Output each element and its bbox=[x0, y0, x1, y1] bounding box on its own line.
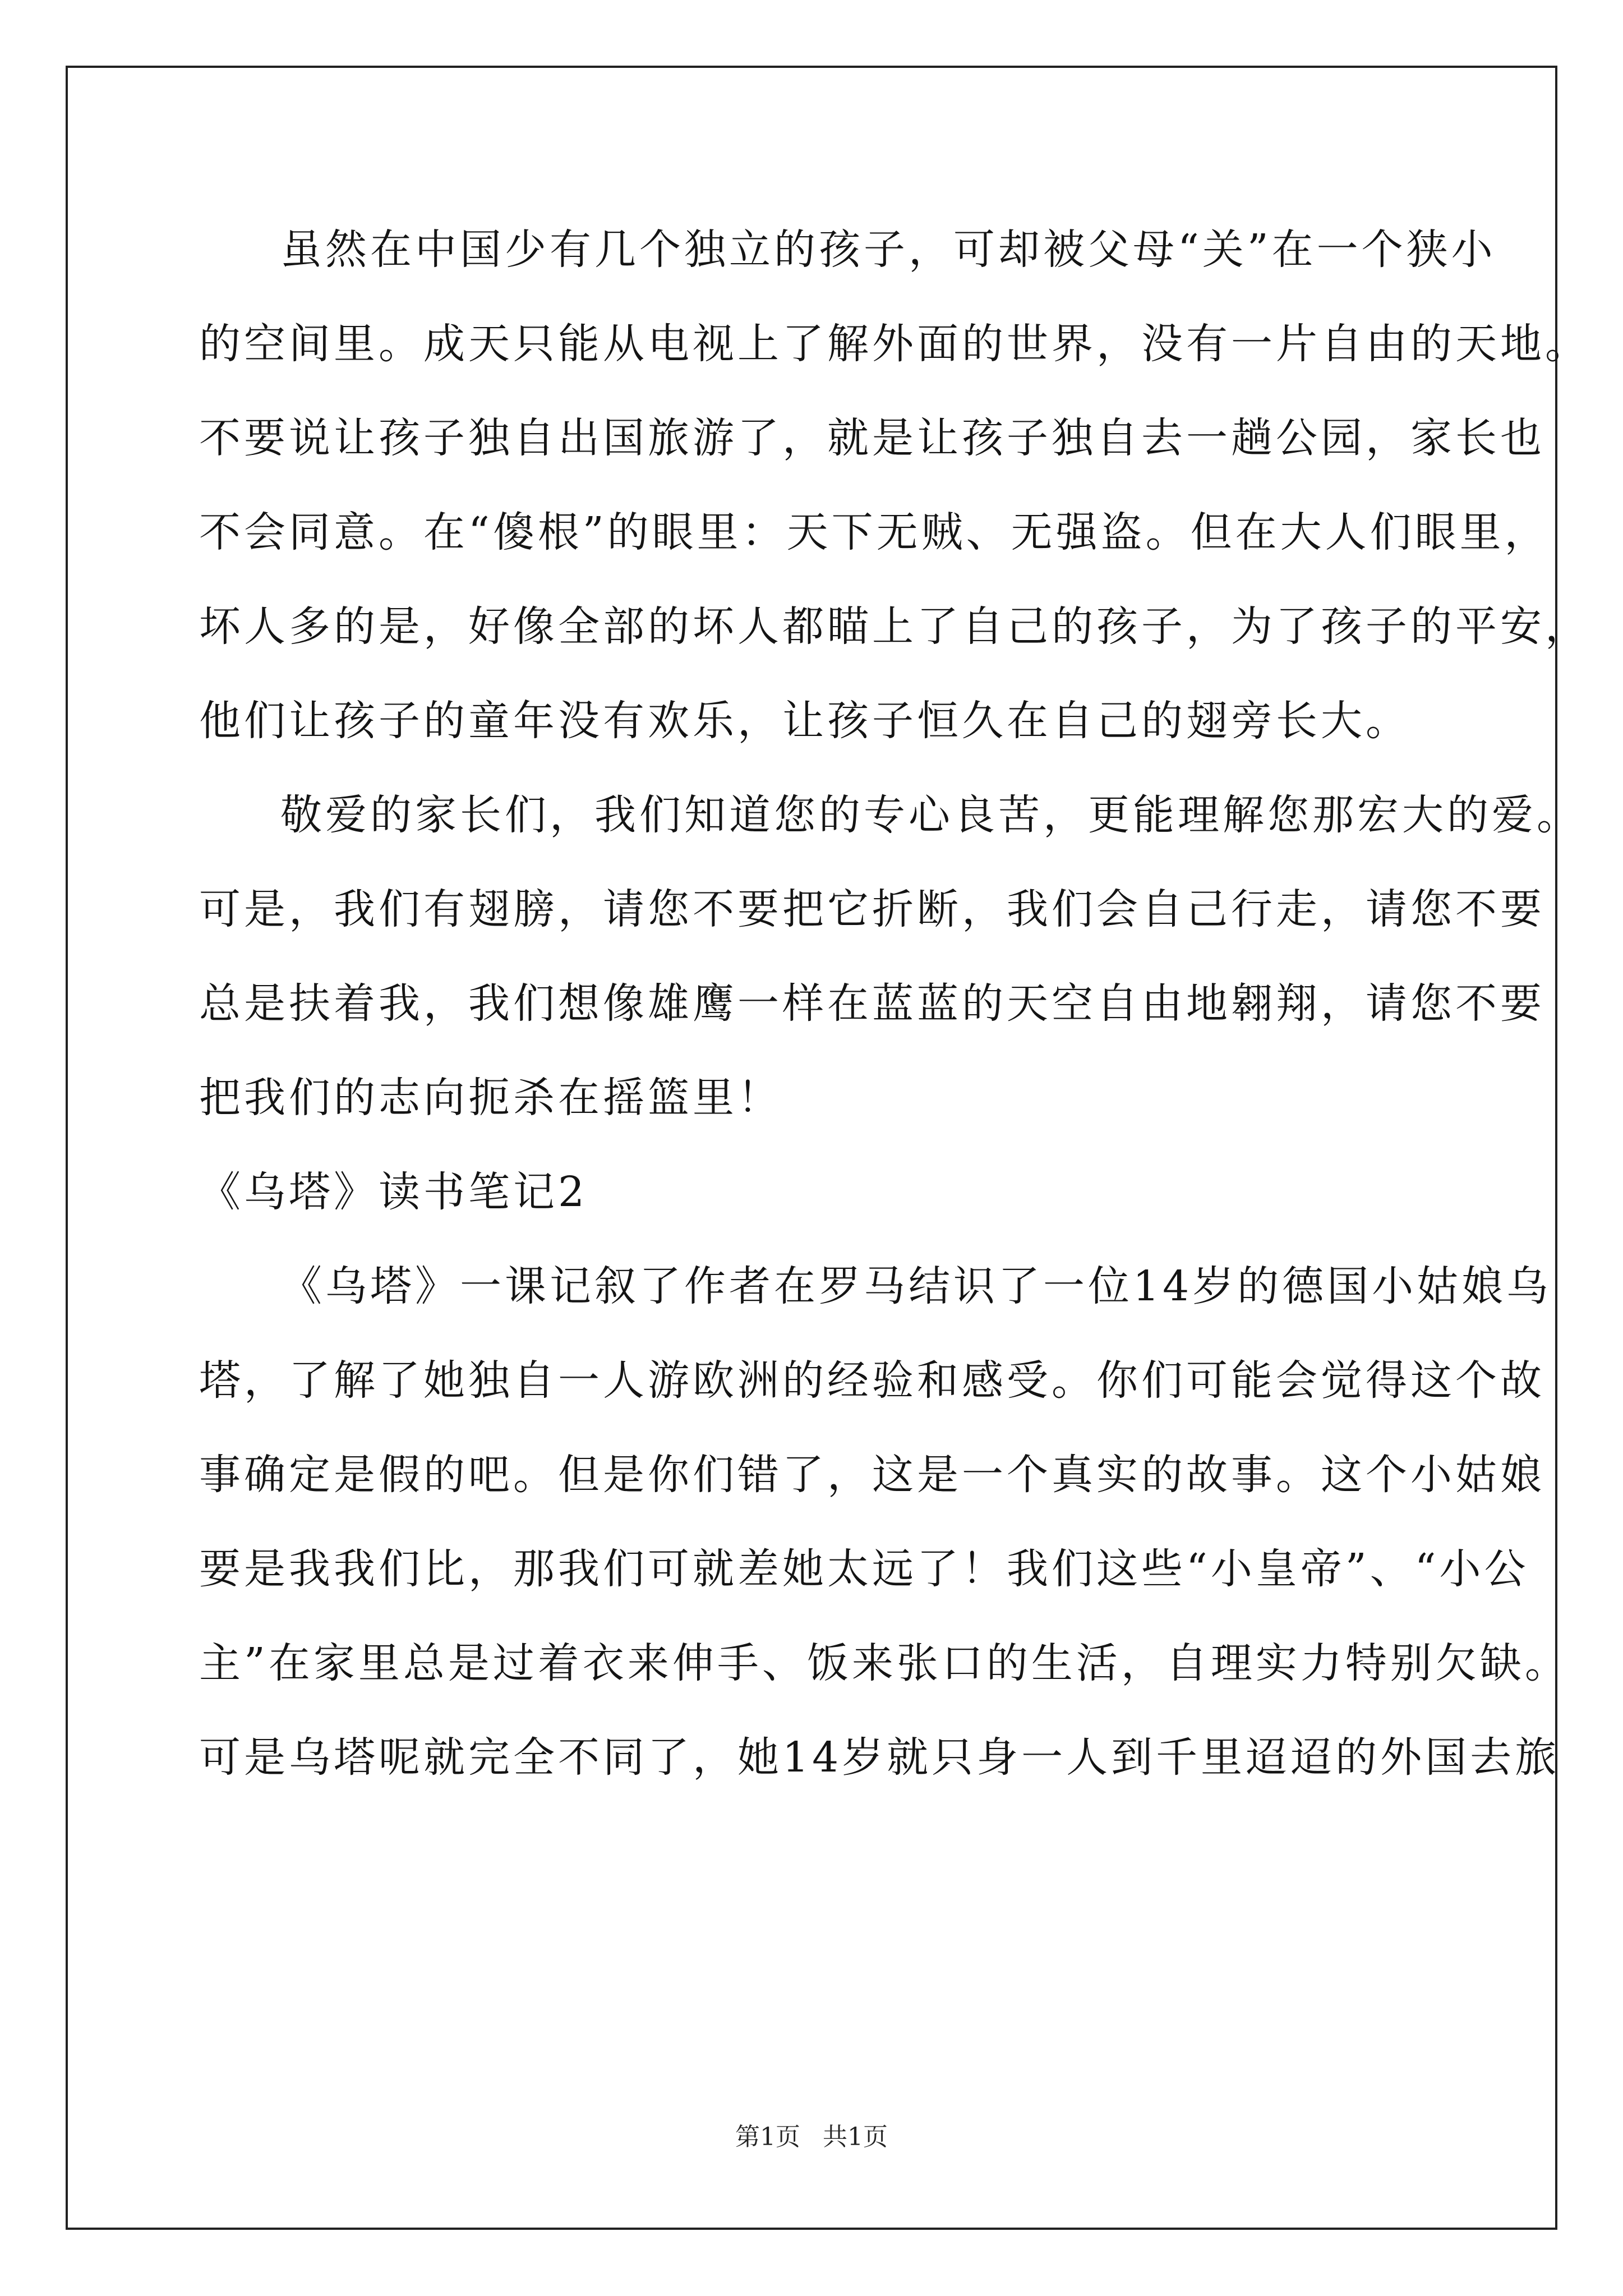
paragraph-line: 可是，我们有翅膀，请您不要把它折断，我们会自己行走，请您不要 bbox=[199, 885, 1545, 933]
paragraph-line: 事确定是假的吧。但是你们错了，这是一个真实的故事。这个小姑娘 bbox=[199, 1451, 1545, 1499]
page-total: 共1页 bbox=[823, 2123, 888, 2151]
paragraph-line: 敬爱的家长们，我们知道您的专心良苦，更能理解您那宏大的爱。 bbox=[280, 791, 1581, 839]
paragraph-line: 不会同意。在“傻根”的眼里：天下无贼、无强盗。但在大人们眼里， bbox=[199, 508, 1550, 556]
paragraph-line: 他们让孩子的童年没有欢乐，让孩子恒久在自己的翅旁长大。 bbox=[199, 697, 1410, 745]
page-footer bbox=[0, 2120, 1623, 2154]
document-body bbox=[199, 219, 1590, 1821]
section-heading: 《乌塔》读书笔记2 bbox=[199, 1168, 588, 1216]
paragraph-line: 塔，了解了她独自一人游欧洲的经验和感受。你们可能会觉得这个故 bbox=[199, 1356, 1545, 1405]
paragraph-line: 《乌塔》一课记叙了作者在罗马结识了一位14岁的德国小姑娘乌 bbox=[280, 1262, 1552, 1310]
paragraph-line: 虽然在中国少有几个独立的孩子，可却被父母“关”在一个狭小 bbox=[280, 226, 1496, 274]
paragraph-line: 总是扶着我，我们想像雄鹰一样在蓝蓝的天空自由地翱翔，请您不要 bbox=[199, 979, 1545, 1028]
paragraph-line: 主”在家里总是过着衣来伸手、饭来张口的生活，自理实力特别欠缺。 bbox=[199, 1639, 1570, 1687]
paragraph-line: 的空间里。成天只能从电视上了解外面的世界，没有一片自由的天地。 bbox=[199, 320, 1590, 368]
page-number: 第1页 bbox=[735, 2123, 800, 2151]
paragraph-line: 可是乌塔呢就完全不同了，她14岁就只身一人到千里迢迢的外国去旅 bbox=[199, 1733, 1560, 1782]
paragraph-line: 要是我我们比，那我们可就差她太远了！我们这些“小皇帝”、“小公 bbox=[199, 1545, 1529, 1593]
paragraph-line: 坏人多的是，好像全部的坏人都瞄上了自己的孩子，为了孩子的平安， bbox=[199, 602, 1590, 651]
paragraph-line: 不要说让孩子独自出国旅游了，就是让孩子独自去一趟公园，家长也 bbox=[199, 414, 1545, 462]
paragraph-line: 把我们的志向扼杀在摇篮里！ bbox=[199, 1074, 782, 1122]
